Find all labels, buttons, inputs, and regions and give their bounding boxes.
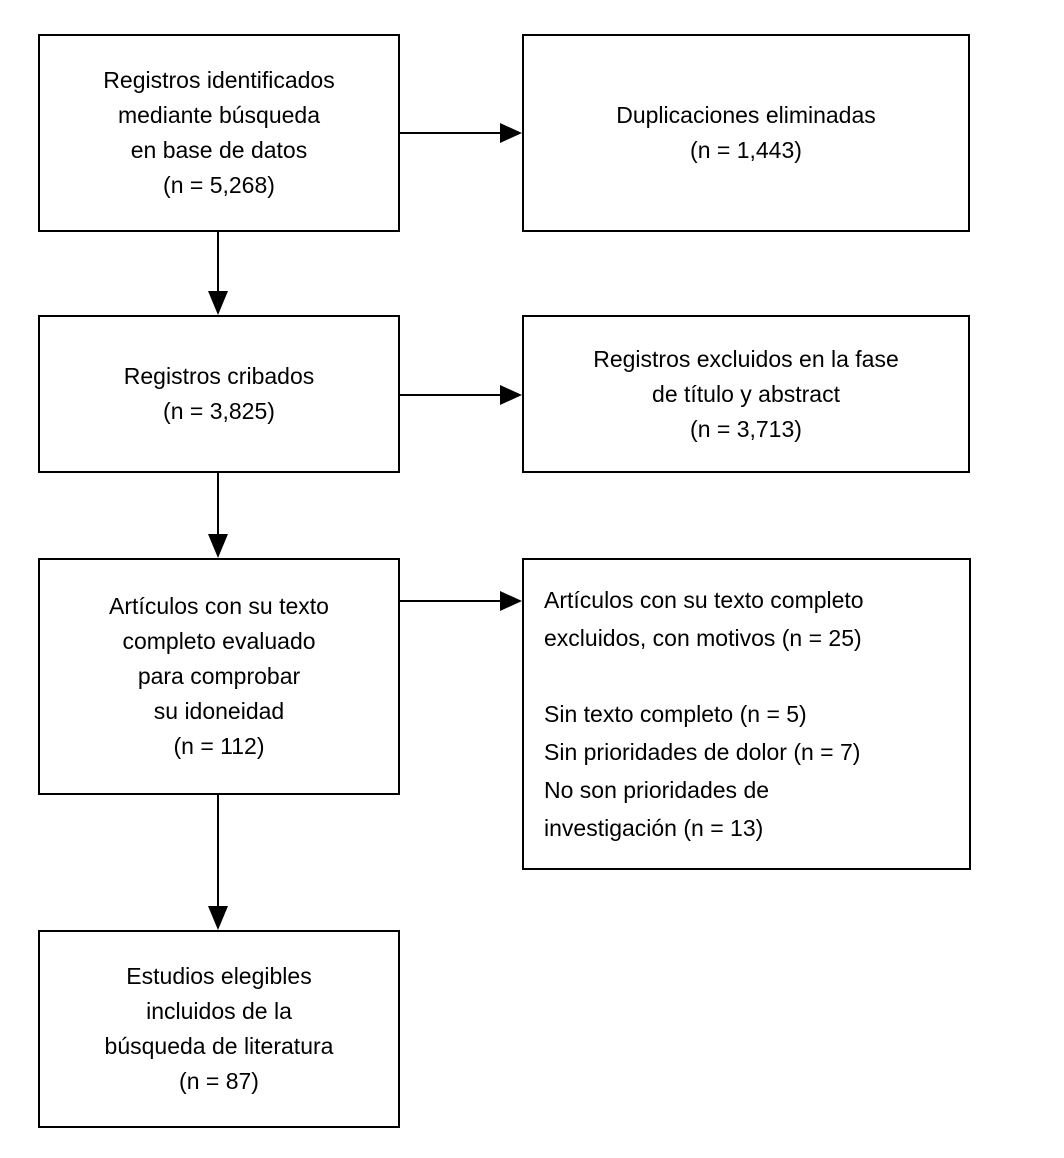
box-text-line: Registros identificados: [103, 67, 335, 93]
arrow-screened-to-fulltext: [217, 473, 219, 534]
box-text-line: en base de datos: [130, 137, 308, 163]
arrow-screened-to-excluded: [400, 394, 502, 396]
box-text-line: Registros excluidos en la fase: [593, 345, 899, 372]
box-text-line: investigación (n = 13): [544, 815, 764, 841]
box-text-line: [544, 657, 949, 695]
box-text-line: (n = 3,713): [690, 415, 802, 442]
arrowhead-down-icon: [208, 906, 228, 930]
arrow-fulltext-to-excluded: [400, 600, 502, 602]
box-text-line: (n = 5,268): [163, 172, 275, 198]
arrow-identified-to-screened: [217, 232, 219, 291]
box-text-line: de título y abstract: [652, 380, 840, 407]
box-text-line: incluidos de la: [146, 998, 292, 1024]
box-duplicates-removed: [522, 34, 970, 232]
box-text-line: su idoneidad: [153, 698, 285, 724]
box-text-line: (n = 3,825): [163, 398, 275, 424]
box-text-line: Registros cribados: [123, 363, 315, 389]
box-text-line: (n = 87): [179, 1068, 259, 1094]
arrowhead-right-icon: [500, 385, 522, 405]
box-text-line: búsqueda de literatura: [104, 1033, 334, 1059]
box-text-line: Duplicaciones eliminadas: [616, 102, 876, 128]
box-fulltext-assessed: [38, 558, 400, 795]
arrow-fulltext-to-included: [217, 795, 219, 906]
arrowhead-right-icon: [500, 591, 522, 611]
arrowhead-right-icon: [500, 123, 522, 143]
box-text-line: Sin texto completo (n = 5): [544, 701, 807, 727]
box-text-line: mediante búsqueda: [117, 102, 321, 128]
arrowhead-down-icon: [208, 534, 228, 558]
box-records-screened: [38, 315, 400, 473]
box-text-line: Artículos con su texto: [109, 593, 329, 619]
box-records-identified: [38, 34, 400, 232]
box-text-line: Estudios elegibles: [126, 963, 312, 989]
box-studies-included: [38, 930, 400, 1128]
box-text-line: (n = 112): [173, 733, 265, 759]
box-fulltext-excluded: [522, 558, 971, 870]
box-text-line: Sin prioridades de dolor (n = 7): [544, 739, 861, 765]
arrowhead-down-icon: [208, 291, 228, 315]
box-text-line: excluidos, con motivos (n = 25): [544, 625, 862, 651]
box-text-line: Artículos con su texto completo: [544, 587, 864, 613]
arrow-identified-to-duplicates: [400, 132, 502, 134]
box-records-excluded-title-abstract: [522, 315, 970, 473]
box-text-line: (n = 1,443): [690, 137, 802, 163]
box-text-line: No son prioridades de: [544, 777, 770, 803]
box-text-line: completo evaluado: [122, 628, 316, 654]
box-text-line: para comprobar: [137, 663, 301, 689]
